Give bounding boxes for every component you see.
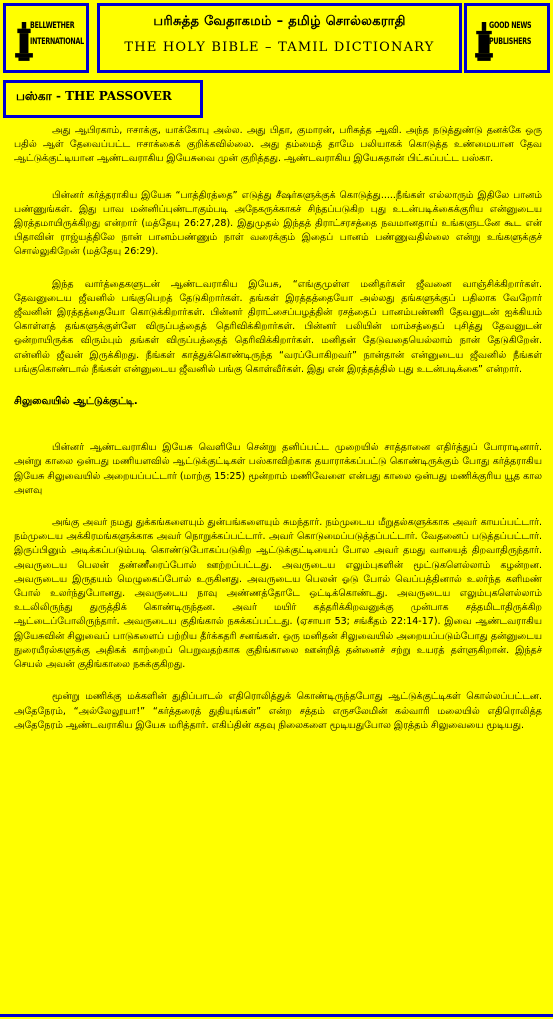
paragraph: மூன்று மணிக்கு மக்களின் துதிப்பாடல் எதிரொலித்துக் கொண்டிருந்தபோது ஆட்டுக்குட்டிகள் கொல்லப்பட்டன. அதேநேரம், “அல்லேலூயா!” “கர்த்தரைத் துதியுங்கள்” என்ற சத்தம் எருசலேமின் கல்வாரி மலையில் எதிரொலித்த அதேநேரம் ஆண்டவராகிய இயேசு மரித்தார். எகிப்தின் கதவு நிலைகளை மூடியதுபோல இரத்தம் சிலுவையை மூடியது. (14, 691, 542, 731)
logo-line-1: BELLWETHER (30, 21, 75, 31)
good-news-logo-text (489, 18, 533, 50)
article-body (14, 124, 542, 751)
logo-line-1: GOOD NEWS (489, 21, 532, 31)
title-tamil: பரிசுத்த வேதாகமம் – தமிழ் சொல்லகராதி (153, 14, 406, 29)
logo-line-2: INTERNATIONAL (30, 37, 84, 47)
title-english: THE HOLY BIBLE – TAMIL DICTIONARY (124, 40, 435, 55)
logo-line-2: PUBLISHERS (489, 37, 532, 47)
paragraph: இந்த வார்த்தைகளுடன் ஆண்டவராகிய இயேசு, “எங்குமுள்ள மனிதர்கள் ஜீவனை வாஞ்சிக்கிறார்கள். தேவனுடைய ஜீவனில் பங்குபெறத் தேடுகிறார்கள். தங்கள் இரத்தத்தையோ அல்லது தங்களுக்குப் பதிலாக வேறோர் ஜீவனின் இரத்தத்தையோ கொடுக்கிறார்கள். பின்னர் திராட்சைப்பழத்தின் ரசத்தைப் பானம்பண்ணி தேவனுடன் ஐக்கியம் கொள்ளத் தங்களுக்குள்ளே விருப்பத்தைத் தெரிவிக்கிறார்கள். பின்னர் பலியின் மாம்சத்தைப் புசித்து தேவனுடன் ஒன்றாயிருக்க விரும்பும் தங்கள் விருப்பத்தைத் தெரிவிக்கிறார்கள். மனிதன் தேடுவதையெல்லாம் நான் தேடுகிறேன். என்னில் ஜீவன் இருக்கிறது. நீங்கள் காத்துக்கொண்டிருந்த “வரப்போகிறவர்” நான்தான் என்னுடைய ஜீவனில் நீங்கள் பங்குகொண்டால் நீங்கள் என்னுடைய ஜீவனில் பங்கு கொள்வீர்கள். இது என் இரத்தத்தில் புது உடன்படிக்கை” என்றார். (14, 278, 542, 375)
subheading: சிலுவையில் ஆட்டுக்குட்டி. (14, 396, 138, 408)
bellwether-logo-text (30, 18, 84, 50)
section-label: பஸ்கா - THE PASSOVER (16, 89, 172, 103)
bellwether-logo-box (3, 3, 89, 73)
good-news-logo-box (464, 3, 550, 73)
bottom-border (0, 1014, 553, 1017)
paragraph: அங்கு அவர் நமது துக்கங்களையும் துன்பங்களையும் சுமந்தார். நம்முடைய மீறுதல்களுக்காக அவர் காயப்பட்டார். நம்முடைய அக்கிரமங்களுக்காக அவர் நொறுக்கப்பட்டார். அவர் கொடுமைப்படுத்தப்பட்டார். வேதனைப் படுத்தப்பட்டார். இருப்பினும் அடிக்கப்படும்படி கொண்டுபோகப்படுகிற ஆட்டுக்குட்டியைப் போல அவர் தமது வாயைத் திறவாதிருந்தார். அவருடைய பெலன் தண்ணீரைப்போல் ஊற்றப்பட்டது. அவருடைய எலும்புகளின் மூட்டுகளெல்லாம் கழன்றன. அவருடைய இருதயம் மெழுகைப்போல் உருகினது. அவருடைய பெலன் ஓடு போல் வெப்பத்தினால் உலர்ந்த களிமண் போல் உலர்ந்துபோனது. அவருடைய நாவு அண்ணத்தோடே ஒட்டிக்கொண்டது. அவருடைய எலும்புகளெல்லாம் உடலிலிருந்து துருத்திக் கொண்டிருந்தன. அவர் மயிர் கத்தரிக்கிறவனுக்கு முன்பாக சத்தமிடாதிருக்கிற ஆட்டைப்போலிருந்தார். அவருடைய குதிங்கால் நசுக்கப்பட்டது. (ஏசாயா 53; சங்கீதம் 22:14-17). இவை ஆண்டவராகிய இயேசுவின் சிலுவைப் பாடுகளைப் பற்றிய தீர்க்கதரி சனங்கள். ஒரு மனிதன் சிலுவையில் அறையப்படும்போது தன்னுடைய நுரையீரல்களுக்கு அதிகக் காற்றைப் பெறுவதற்காக குதிங்காலை ஊன்றித் தன்னைச் சற்று உயரத் தள்ளுகிறான். இந்தச் செயல் அவன் குதிங்காலை நசுக்குகிறது. (14, 517, 542, 671)
paragraph: பின்னர் கர்த்தராகிய இயேசு “பாத்திரத்தை” எடுத்து சீஷர்களுக்குக் கொடுத்து.....நீங்கள் எல்லாரும் இதிலே பானம் பண்ணுங்கள். இது பாவ மன்னிப்புண்டாகும்படி அநேகருக்காகச் சிந்தப்படுகிற புது உடன்படிக்கைக்குரிய என்னுடைய இரத்தமாயிருக்கிறது என்றார் (மத்தேயு 26:27,28). இதுமுதல் இந்தத் திராட்சரசத்தை நவமானதாய் உங்களுடனே கூட என் பிதாவின் ராஜ்யத்திலே நான் பானம்பண்ணும் நாள் வரைக்கும் இதைப் பானம் பண்ணுவதில்லை என்று உங்களுக்குச் சொல்லுகிறேன் (மத்தேயு 26:29). (14, 189, 542, 258)
paragraph: அது ஆபிரகாம், ஈசாக்கு, யாக்கோபு அல்ல. அது பிதா, குமாரன், பரிசுத்த ஆவி. அந்த நடுத்துண்டு தனக்கே ஒரு பதில் ஆள் தேவைப்பட்ட ஈசாக்கைக் குறிக்கவில்லை. அது தம்மைத் தாமே பலியாகக் கொடுத்த உண்மையான தேவ ஆட்டுக்குட்டியான ஆண்டவராகிய இயேசுவை முன் குறித்தது. ஆண்டவராகிய இயேசுதான் பிட்கப்பட்ட பஸ்கா. (14, 125, 542, 165)
paragraph: பின்னர் ஆண்டவராகிய இயேசு வெளியே சென்று தனிப்பட்ட முறையில் சாத்தானை எதிர்த்துப் போராடினார். அன்று காலை ஒன்பது மணியளவில் ஆட்டுக்குட்டிகள் பஸ்காவிற்காக தயாராக்கப்பட்டு கொண்டிருக்கும் போது கர்த்தராகிய இயேசு சிலுவையில் அறையப்பட்டார் (மாற்கு 15:25) மூன்றாம் மணிவேளை என்பது காலை ஒன்பது மணிக்குரிய யூத கால அளவு (14, 442, 542, 496)
title-box (97, 3, 462, 73)
section-label-box (3, 80, 203, 118)
